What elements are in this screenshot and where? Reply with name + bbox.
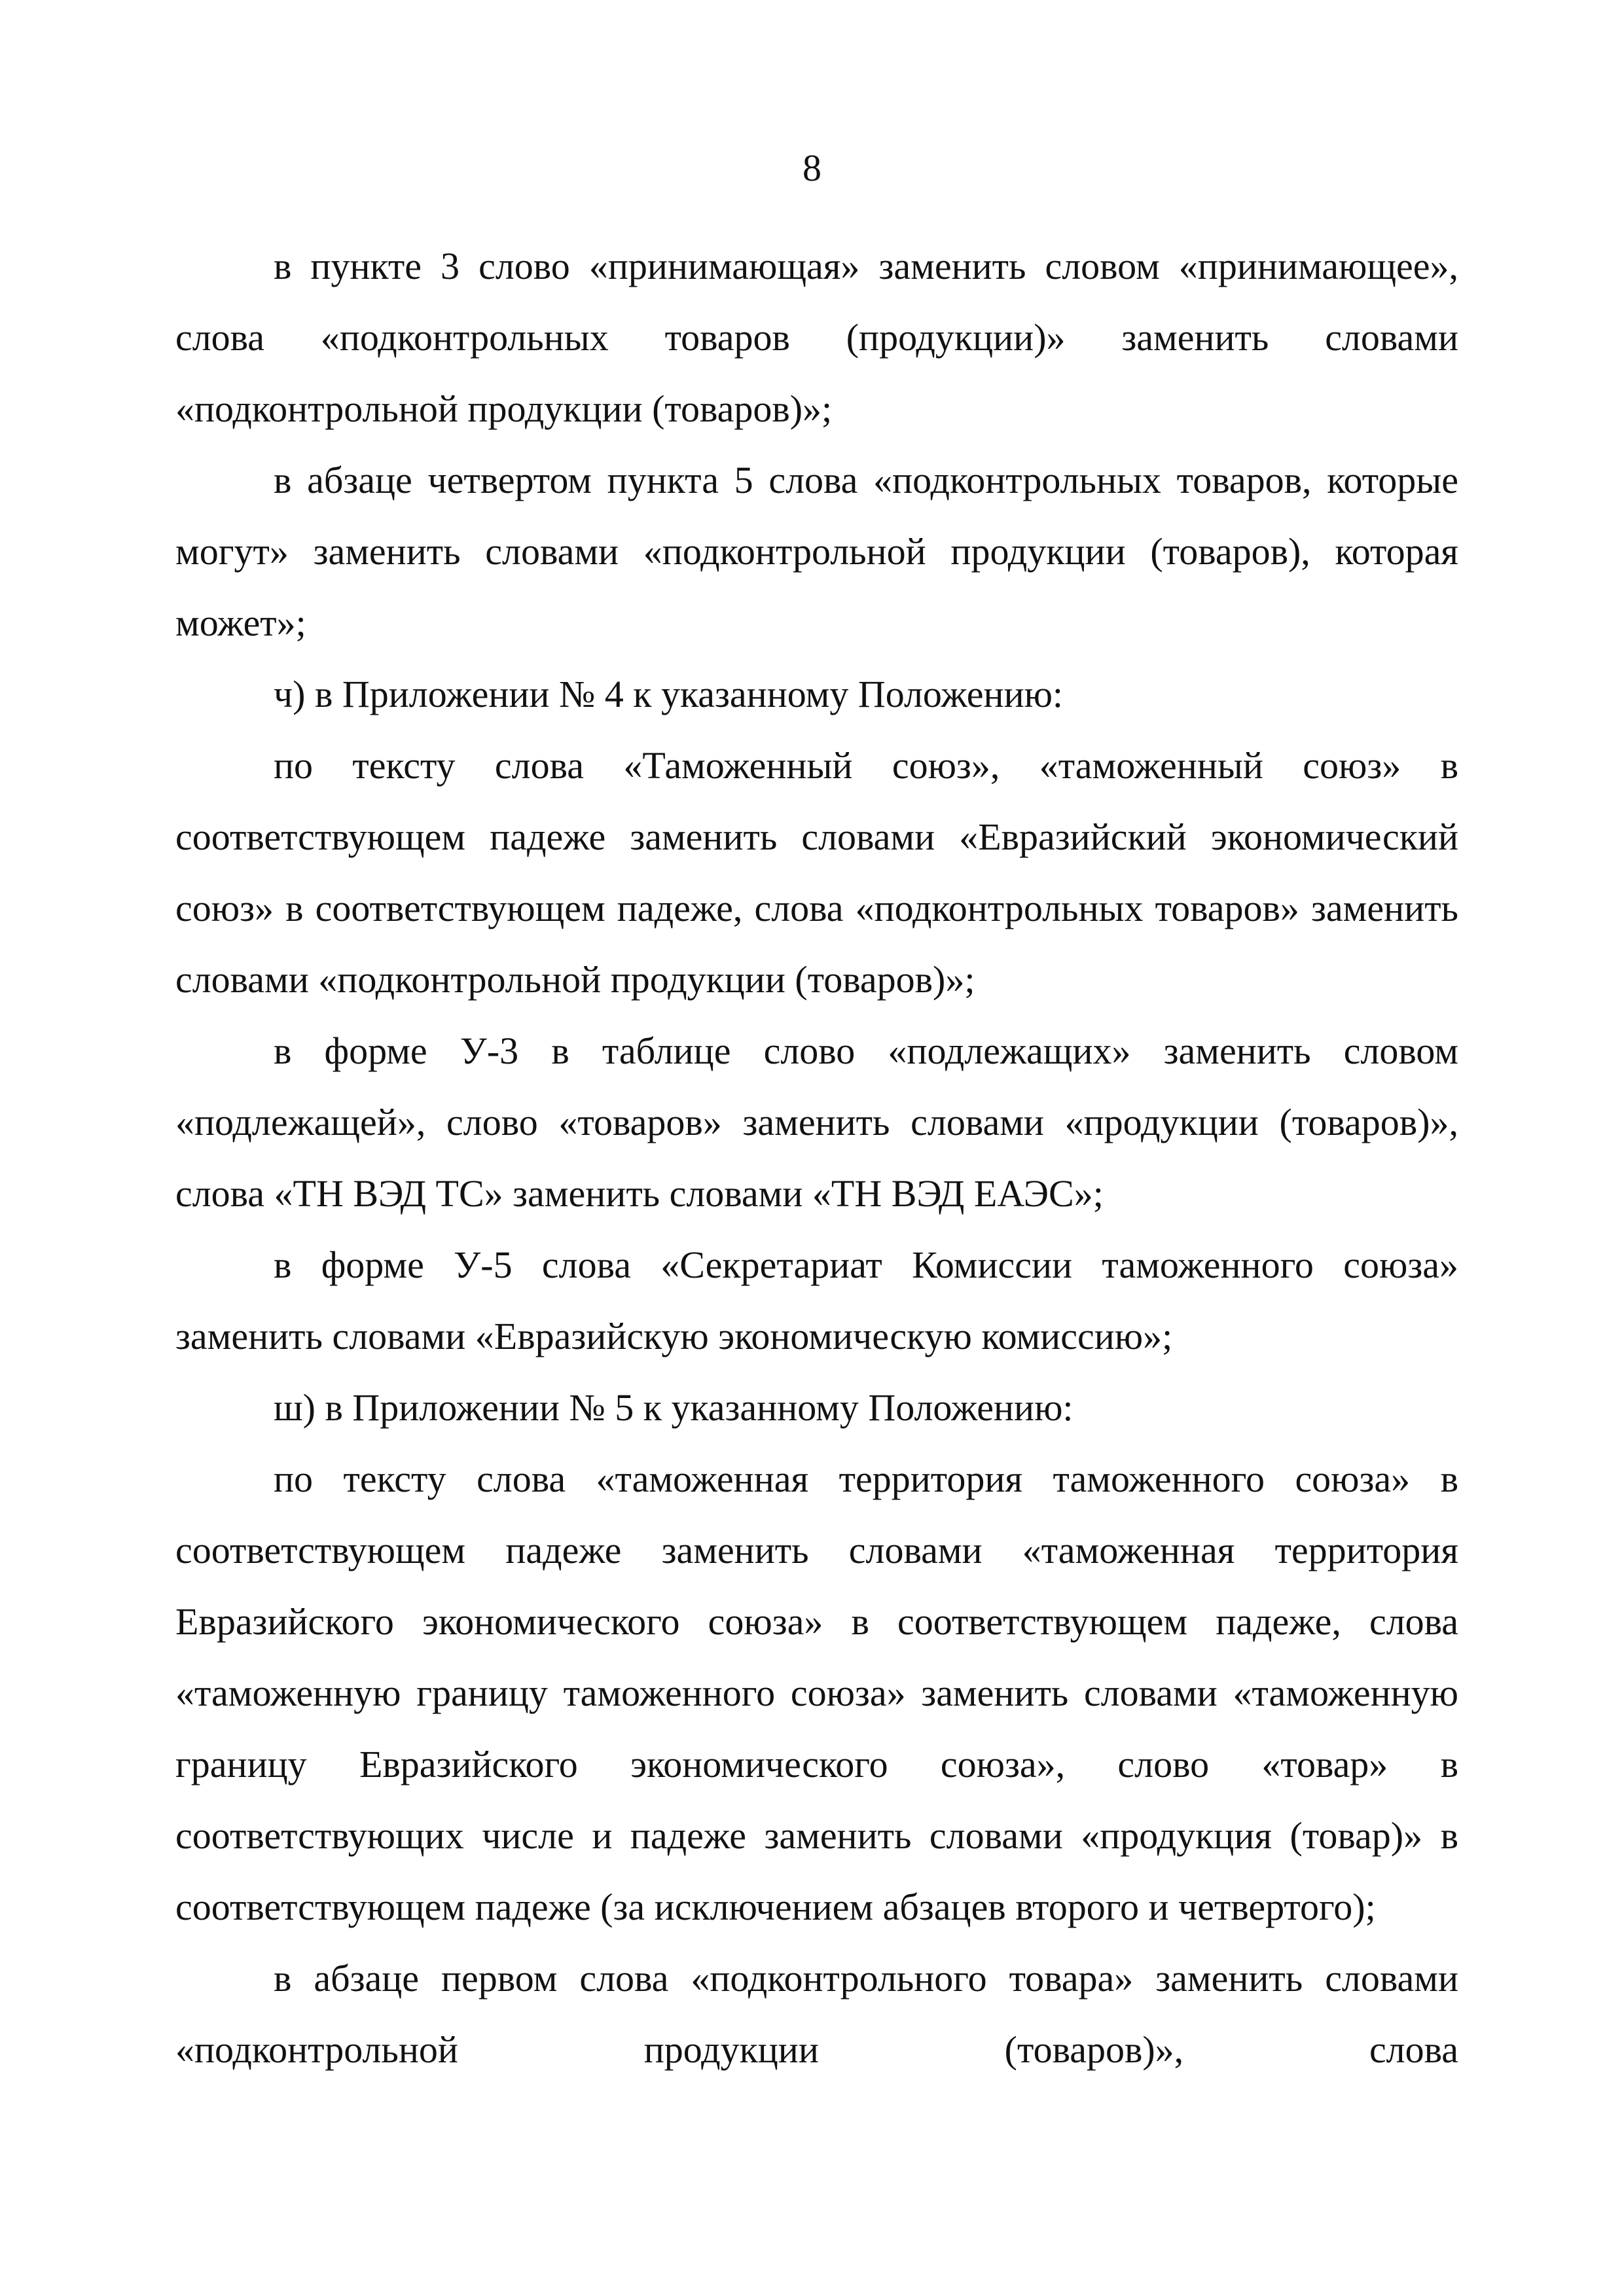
- paragraph-appendix-5-heading: ш) в Приложении № 5 к указанному Положению:: [274, 1386, 1074, 1429]
- paragraph-first-abzac: в абзаце первом слова «подконтрольного товара» заменить словами «подконтрольной продукции (товаров)», слова: [175, 1957, 1458, 2071]
- paragraph-appendix-5-text: по тексту слова «таможенная территория таможенного союза» в соответствующем падеже заменить словами «таможенная территория Евразийского экономического союза» в соответствующем падеже, слова «таможенную границу таможенного союза» заменить словами «таможенную границу Евразийского экономического союза», слово «товар» в соответствующих числе и падеже заменить словами «продукция (товар)» в соответствующем падеже (за исключением абзацев второго и четвертого);: [175, 1458, 1458, 1928]
- paragraph-appendix-4-heading: ч) в Приложении № 4 к указанному Положению:: [274, 673, 1064, 715]
- document-body: [175, 230, 1458, 2085]
- paragraph-form-u3: в форме У-3 в таблице слово «подлежащих» заменить словом «подлежащей», слово «товаров» заменить словами «продукции (товаров)», слова «ТН ВЭД ТС» заменить словами «ТН ВЭД ЕАЭС»;: [175, 1030, 1458, 1215]
- paragraph-form-u5: в форме У-5 слова «Секретариат Комиссии таможенного союза» заменить словами «Евразийскую экономическую комиссию»;: [175, 1244, 1458, 1357]
- paragraph-item-5-abzac: в абзаце четвертом пункта 5 слова «подконтрольных товаров, которые могут» заменить словами «подконтрольной продукции (товаров), которая может»;: [175, 459, 1458, 644]
- page-number: 8: [803, 147, 821, 189]
- paragraph-appendix-4-text: по тексту слова «Таможенный союз», «таможенный союз» в соответствующем падеже заменить словами «Евразийский экономический союз» в соответствующем падеже, слова «подконтрольных товаров» заменить словами «подконтрольной продукции (товаров)»;: [175, 744, 1458, 1001]
- paragraph-item-3-wording: в пункте 3 слово «принимающая» заменить словом «принимающее», слова «подконтрольных товаров (продукции)» заменить словами «подконтрольной продукции (товаров)»;: [175, 245, 1458, 430]
